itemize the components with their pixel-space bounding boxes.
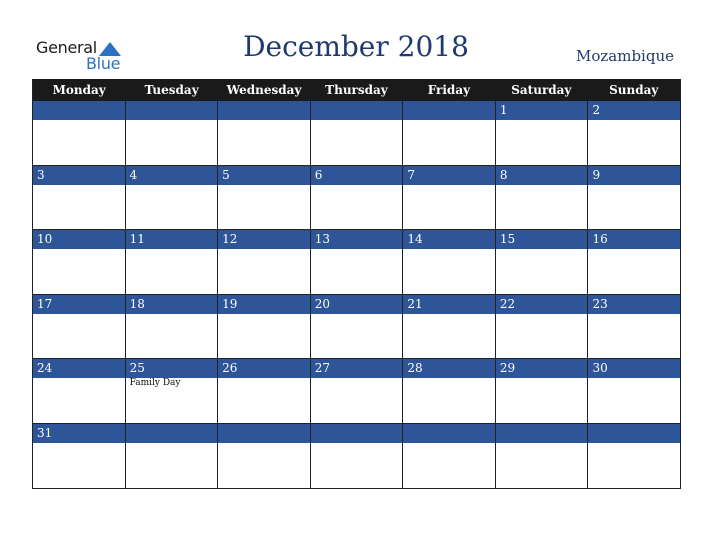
day-cell[interactable] [403,230,496,295]
calendar-grid [32,79,681,489]
weekday-header-saturday: Saturday [511,83,572,97]
day-number [218,424,310,443]
day-cell[interactable] [588,101,680,166]
calendar-weeks [33,101,680,489]
day-number: 25 [126,359,218,378]
day-cell[interactable] [126,230,219,295]
day-cell[interactable] [311,295,404,360]
day-number [311,101,403,120]
day-number: 5 [218,166,310,185]
day-number: 1 [496,101,588,120]
day-cell[interactable] [496,359,589,424]
day-cell[interactable] [588,230,680,295]
day-cell[interactable] [403,359,496,424]
week-row [33,166,680,231]
day-cell[interactable] [126,359,219,424]
day-cell[interactable] [403,101,496,166]
day-number: 30 [588,359,680,378]
day-number: 14 [403,230,495,249]
day-cell[interactable] [588,166,680,231]
day-number: 19 [218,295,310,314]
day-number [33,101,125,120]
day-cell[interactable] [218,359,311,424]
day-number: 29 [496,359,588,378]
day-cell[interactable] [311,101,404,166]
day-number: 3 [33,166,125,185]
day-number: 13 [311,230,403,249]
day-number [403,424,495,443]
day-cell[interactable] [403,166,496,231]
day-cell[interactable] [403,424,496,489]
day-number: 20 [311,295,403,314]
day-cell[interactable] [218,101,311,166]
day-cell[interactable] [33,295,126,360]
day-number: 6 [311,166,403,185]
day-number: 17 [33,295,125,314]
day-cell[interactable] [496,424,589,489]
day-cell[interactable] [311,166,404,231]
day-cell[interactable] [403,295,496,360]
day-cell[interactable] [588,359,680,424]
day-cell[interactable] [126,101,219,166]
day-cell[interactable] [218,295,311,360]
day-number: 9 [588,166,680,185]
week-row [33,424,680,489]
week-row [33,295,680,360]
day-cell[interactable] [311,230,404,295]
day-number: 8 [496,166,588,185]
day-number: 16 [588,230,680,249]
day-number: 24 [33,359,125,378]
day-number: 15 [496,230,588,249]
day-cell[interactable] [496,101,589,166]
weekday-header-tuesday: Tuesday [144,83,199,97]
day-cell[interactable] [33,101,126,166]
day-number: 22 [496,295,588,314]
weekday-header-wednesday: Wednesday [226,83,302,97]
day-cell[interactable] [126,424,219,489]
day-number: 23 [588,295,680,314]
day-number [218,101,310,120]
weekday-header-thursday: Thursday [325,83,388,97]
day-cell[interactable] [311,424,404,489]
day-cell[interactable] [496,230,589,295]
day-number: 11 [126,230,218,249]
day-cell[interactable] [218,166,311,231]
country-label: Mozambique [576,47,674,65]
day-cell[interactable] [218,424,311,489]
day-cell[interactable] [496,166,589,231]
holiday-event: Family Day [129,378,181,389]
day-number [403,101,495,120]
day-cell[interactable] [311,359,404,424]
week-row [33,230,680,295]
weekday-header-friday: Friday [427,83,471,97]
logo-text-general: General [36,38,97,57]
day-cell[interactable] [33,166,126,231]
day-cell[interactable] [588,424,680,489]
day-number [311,424,403,443]
day-number: 4 [126,166,218,185]
day-cell[interactable] [496,295,589,360]
day-number: 10 [33,230,125,249]
day-number [496,424,588,443]
day-number [588,424,680,443]
day-number: 21 [403,295,495,314]
day-cell[interactable] [588,295,680,360]
day-number: 31 [33,424,125,443]
day-cell[interactable] [33,359,126,424]
day-cell[interactable] [33,424,126,489]
day-number: 28 [403,359,495,378]
day-cell[interactable] [126,295,219,360]
weekday-header-sunday: Sunday [609,83,659,97]
day-number: 18 [126,295,218,314]
logo-text-blue: Blue [86,54,121,73]
weekday-header-row [33,79,680,101]
day-number: 26 [218,359,310,378]
day-cell[interactable] [33,230,126,295]
day-number: 12 [218,230,310,249]
week-row [33,101,680,166]
day-cell[interactable] [218,230,311,295]
day-cell[interactable] [126,166,219,231]
week-row [33,359,680,424]
weekday-header-monday: Monday [52,83,106,97]
calendar-title: December 2018 [243,30,469,63]
day-number [126,424,218,443]
day-number: 27 [311,359,403,378]
day-number [126,101,218,120]
day-number: 2 [588,101,680,120]
day-number: 7 [403,166,495,185]
